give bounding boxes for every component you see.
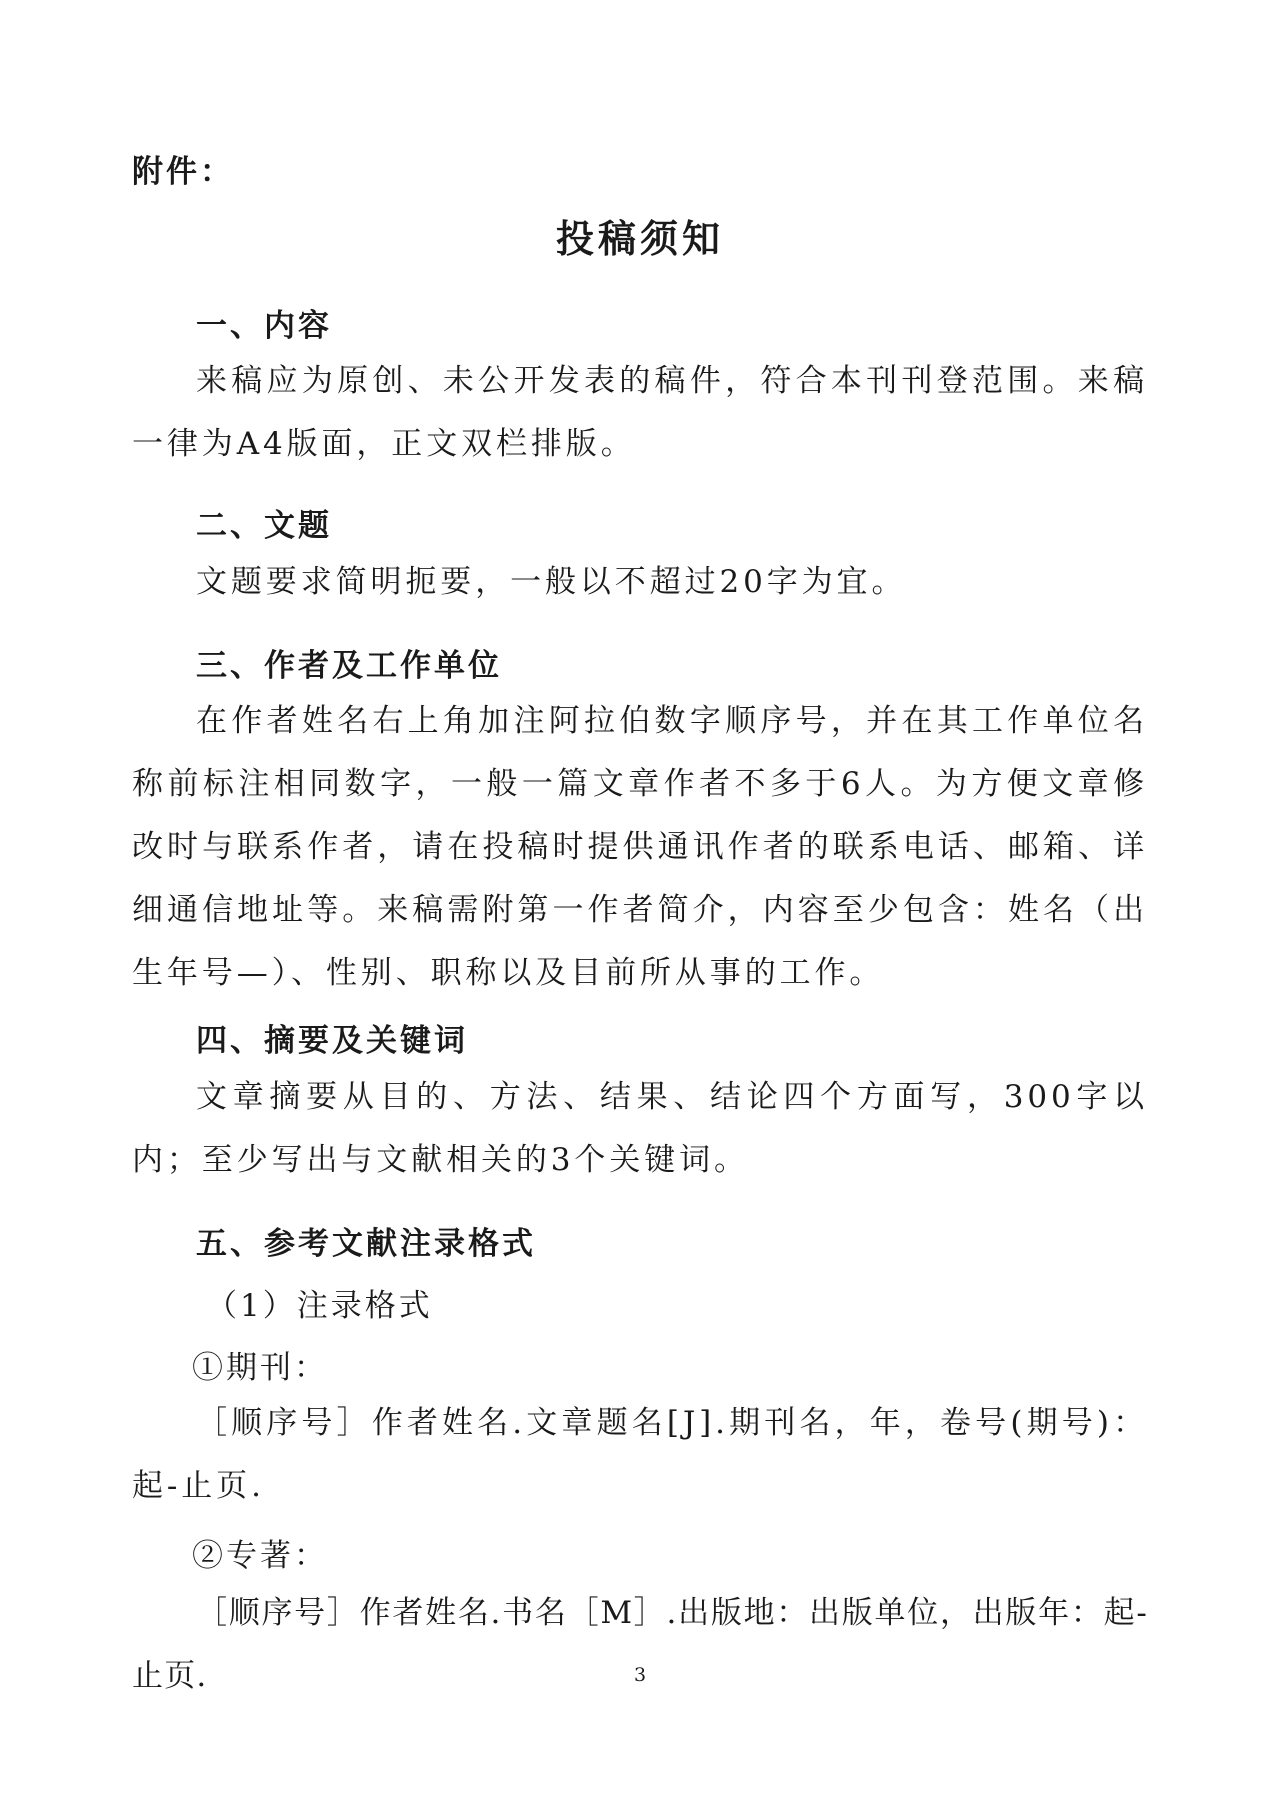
section-heading-references: 五、参考文献注录格式 (196, 1226, 536, 1262)
journal-label: ①期刊： (192, 1350, 328, 1386)
section-body-authors: 在作者姓名右上角加注阿拉伯数字顺序号，并在其工作单位名称前标注相同数字，一般一篇文章作者不多于6人。为方便文章修改时与联系作者，请在投稿时提供通讯作者的联系电话、邮箱、详细通信地址等。来稿需附第一作者简介，内容至少包含：姓名（出生年号—）、性别、职称以及目前所从事的工作。 (132, 703, 1148, 991)
section-heading-title: 二、文题 (196, 508, 332, 544)
references-subheading: （1）注录格式 (206, 1288, 433, 1324)
section-body-title: 文题要求简明扼要，一般以不超过20字为宜。 (196, 564, 907, 600)
section-heading-authors: 三、作者及工作单位 (196, 648, 502, 684)
journal-format: ［顺序号］作者姓名.文章题名[J].期刊名，年，卷号(期号)：起-止页. (132, 1405, 1148, 1504)
section-body-content: 来稿应为原创、未公开发表的稿件，符合本刊刊登范围。来稿一律为A4版面，正文双栏排版。 (132, 363, 1148, 462)
page-number: 3 (633, 1664, 647, 1686)
book-format: ［顺序号］作者姓名.书名［M］.出版地：出版单位，出版年：起-止页. (132, 1595, 1148, 1694)
section-heading-abstract: 四、摘要及关键词 (196, 1023, 468, 1059)
section-heading-content: 一、内容 (196, 308, 332, 344)
attachment-label: 附件： (132, 154, 234, 190)
book-label: ②专著： (192, 1538, 328, 1574)
document-title: 投稿须知 (555, 216, 724, 261)
section-body-abstract: 文章摘要从目的、方法、结果、结论四个方面写，300字以内；至少写出与文献相关的3个关键词。 (132, 1079, 1148, 1178)
